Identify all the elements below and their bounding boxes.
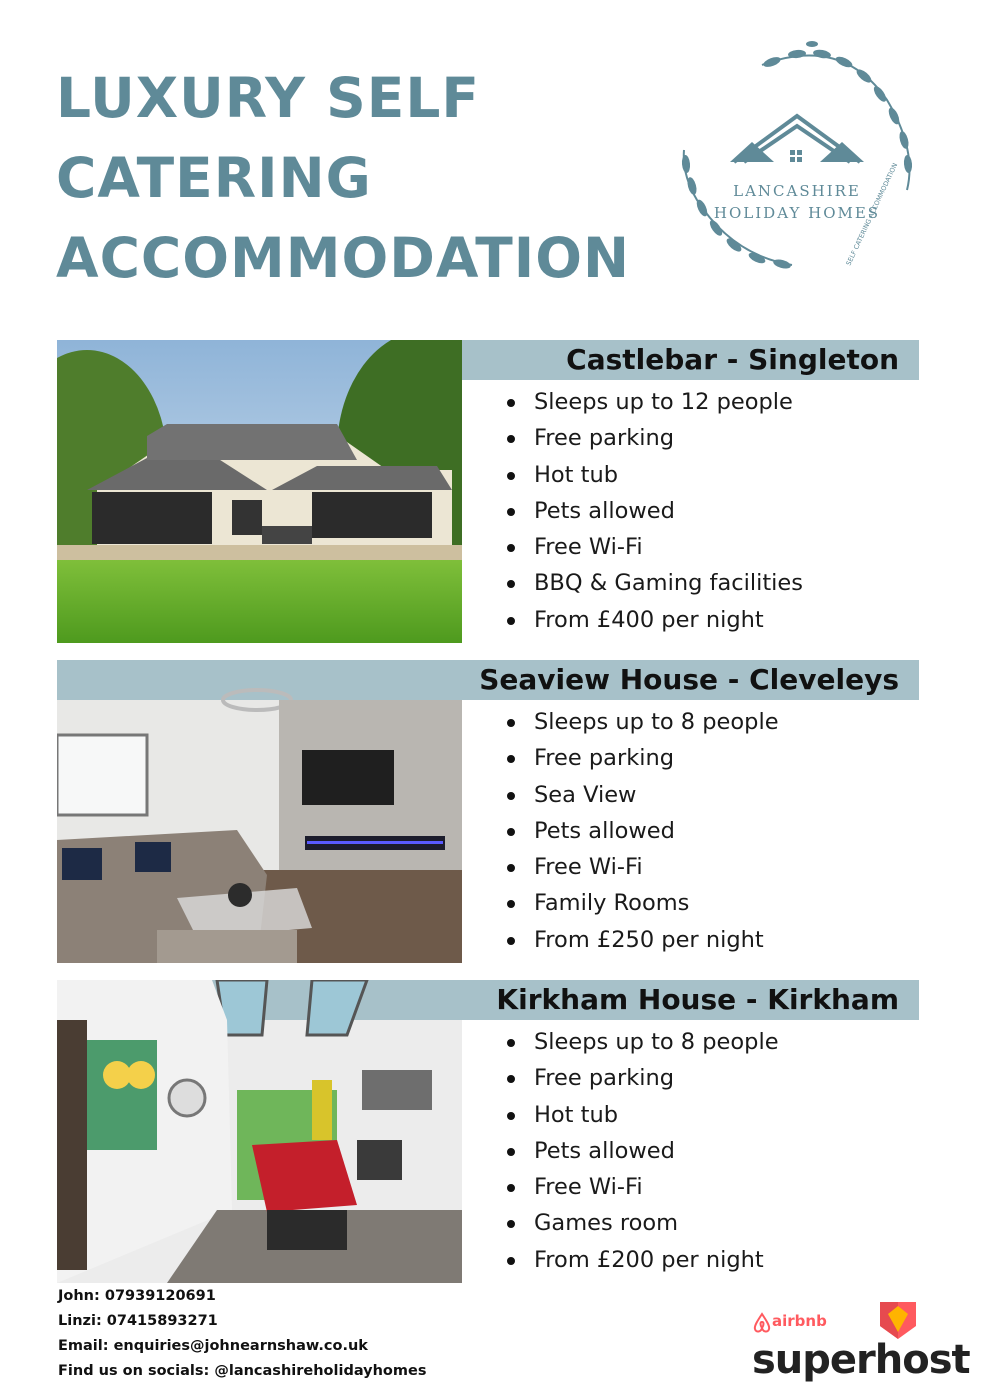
house-exterior-garden-photo: [57, 340, 462, 643]
list-item: BBQ & Gaming facilities: [507, 565, 803, 601]
listing-title-band: [462, 980, 919, 1020]
svg-text:HOLIDAY HOMES: HOLIDAY HOMES: [713, 204, 881, 222]
title-line-1: LUXURY SELF: [56, 66, 480, 130]
list-item: Free parking: [507, 1060, 779, 1096]
list-item: Pets allowed: [507, 1133, 779, 1169]
title-line-2: CATERING: [56, 146, 372, 210]
superhost-label: superhost: [752, 1337, 970, 1383]
feature-list: [507, 1024, 779, 1278]
list-item: Free Wi-Fi: [507, 1169, 779, 1205]
listing-kirkham: [57, 980, 919, 1283]
listing-name: Seaview House - Cleveleys: [479, 663, 899, 696]
contact-socials: Find us on socials: @lancashireholidayhomes: [58, 1363, 427, 1379]
list-item: Sea View: [507, 777, 779, 813]
list-item: Free Wi-Fi: [507, 529, 803, 565]
airbnb-superhost-badge: [752, 1302, 970, 1383]
list-item: Pets allowed: [507, 813, 779, 849]
contact-email[interactable]: Email: enquiries@johnearnshaw.co.uk: [58, 1338, 368, 1354]
listing-seaview: [57, 660, 919, 963]
feature-list: [507, 704, 779, 958]
list-item: From £250 per night: [507, 922, 779, 958]
airbnb-icon: [752, 1312, 772, 1334]
list-item: From £400 per night: [507, 602, 803, 638]
listing-title-band: [462, 660, 919, 700]
contact-john-phone[interactable]: John: 07939120691: [58, 1288, 216, 1304]
list-item: Family Rooms: [507, 885, 779, 921]
listing-name: Castlebar - Singleton: [566, 343, 899, 376]
listing-name: Kirkham House - Kirkham: [496, 983, 899, 1016]
list-item: Games room: [507, 1205, 779, 1241]
lancashire-holiday-homes-logo: [672, 40, 922, 300]
list-item: Hot tub: [507, 457, 803, 493]
list-item: Free Wi-Fi: [507, 849, 779, 885]
list-item: Free parking: [507, 420, 803, 456]
listing-title-band: [462, 340, 919, 380]
living-room-photo: [57, 660, 462, 963]
superhost-medal-icon: [878, 1302, 918, 1340]
list-item: Hot tub: [507, 1097, 779, 1133]
feature-list: [507, 384, 803, 638]
page-title: [56, 58, 656, 298]
svg-text:LANCASHIRE: LANCASHIRE: [733, 182, 861, 200]
list-item: Pets allowed: [507, 493, 803, 529]
airbnb-label: airbnb: [772, 1312, 827, 1330]
contact-linzi-phone[interactable]: Linzi: 07415893271: [58, 1313, 218, 1329]
list-item: From £200 per night: [507, 1242, 779, 1278]
contact-details: [58, 1284, 426, 1384]
listing-castlebar: [57, 340, 919, 643]
list-item: Sleeps up to 8 people: [507, 1024, 779, 1060]
games-room-photo: [57, 980, 462, 1283]
svg-text:SELF CATERING ACCOMMODATION: SELF CATERING ACCOMMODATION: [844, 161, 900, 267]
list-item: Sleeps up to 12 people: [507, 384, 803, 420]
list-item: Sleeps up to 8 people: [507, 704, 779, 740]
title-line-3: ACCOMMODATION: [56, 226, 630, 290]
list-item: Free parking: [507, 740, 779, 776]
